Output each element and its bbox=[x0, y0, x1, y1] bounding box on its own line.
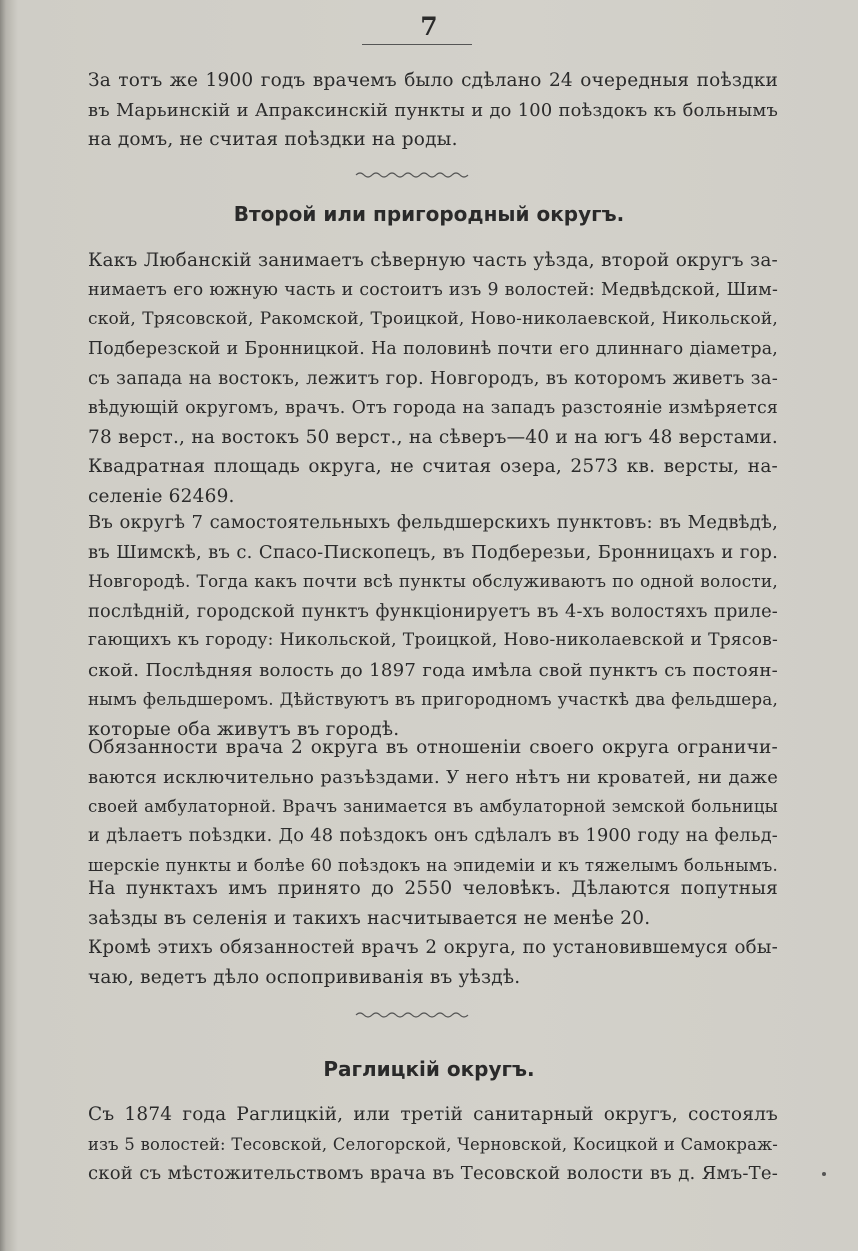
paragraph bbox=[88, 874, 778, 933]
page-number-rule bbox=[362, 44, 472, 45]
page-number: 7 bbox=[420, 12, 438, 41]
text-line: которые оба живутъ въ городѣ. bbox=[88, 718, 400, 740]
text-line: Какъ Любанскій занимаетъ сѣверную часть уѣзда, второй округъ за- bbox=[88, 250, 778, 271]
text-line: Съ 1874 года Раглицкій, или третій санитарный округъ, состоялъ bbox=[88, 1104, 778, 1125]
text-line: своей амбулаторной. Врачъ занимается въ амбулаторной земской больницы bbox=[88, 797, 778, 816]
text-line: и дѣлаетъ поѣздки. До 48 поѣздокъ онъ сдѣлалъ въ 1900 году на фельд- bbox=[88, 825, 778, 846]
text-line: ской, Трясовской, Ракомской, Троицкой, Ново-николаевской, Никольской, bbox=[88, 309, 778, 329]
text-line: Въ округѣ 7 самостоятельныхъ фельдшерскихъ пунктовъ: въ Медвѣдѣ, bbox=[88, 512, 778, 533]
text-line: Обязанности врача 2 округа въ отношеніи своего округа ограничи- bbox=[88, 737, 778, 758]
text-line: послѣдній, городской пунктъ функціонируетъ въ 4-хъ волостяхъ приле- bbox=[88, 600, 778, 622]
text-line: ской съ мѣстожительствомъ врача въ Тесовской волости въ д. Ямъ-Те- bbox=[88, 1163, 778, 1184]
text-line: За тотъ же 1900 годъ врачемъ было сдѣлано 24 очередныя поѣздки bbox=[88, 70, 778, 91]
paragraph bbox=[88, 508, 778, 744]
paragraph bbox=[88, 933, 778, 992]
text-line: нымъ фельдшеромъ. Дѣйствуютъ въ пригородномъ участкѣ два фельдшера, bbox=[88, 689, 778, 709]
text-line: 78 верст., на востокъ 50 верст., на сѣверъ—40 и на югъ 48 верстами. bbox=[88, 427, 778, 448]
paragraph bbox=[88, 246, 778, 453]
text-line: Квадратная площадь округа, не считая озера, 2573 кв. версты, на- bbox=[88, 456, 778, 477]
paragraph bbox=[88, 1100, 778, 1189]
text-line: въ Шимскѣ, въ с. Спасо-Пископецъ, въ Подберезьи, Бронницахъ и гор. bbox=[88, 541, 778, 563]
text-line: гающихъ къ городу: Никольской, Троицкой, Ново-николаевской и Трясов- bbox=[88, 630, 778, 650]
text-line: на домъ, не считая поѣздки на роды. bbox=[88, 129, 458, 150]
text-line: Новгородѣ. Тогда какъ почти всѣ пункты обслуживаютъ по одной волости, bbox=[88, 571, 778, 591]
text-line: Подберезской и Бронницкой. На половинѣ почти его длиннаго діаметра, bbox=[88, 338, 778, 359]
text-line: въ Марьинскій и Апраксинскій пункты и до 100 поѣздокъ къ больнымъ bbox=[88, 99, 778, 121]
text-line: заѣзды въ селенія и такихъ насчитывается не менѣе 20. bbox=[88, 907, 651, 929]
text-line: съ запада на востокъ, лежитъ гор. Новгородъ, въ которомъ живетъ за- bbox=[88, 368, 778, 389]
text-line: ваются исключительно разъѣздами. У него нѣтъ ни кроватей, ни даже bbox=[88, 766, 778, 788]
text-line: ской. Послѣдняя волость до 1897 года имѣла свой пунктъ съ постоян- bbox=[88, 659, 778, 681]
text-line: шерскіе пункты и болѣе 60 поѣздокъ на эпидеміи и къ тяжелымъ больнымъ. bbox=[88, 856, 778, 875]
paragraph bbox=[88, 733, 778, 881]
paragraph bbox=[88, 452, 778, 511]
section-heading: Второй или пригородный округъ. bbox=[233, 202, 625, 226]
intro-paragraph bbox=[88, 66, 778, 155]
text-line: селеніе 62469. bbox=[88, 485, 235, 507]
section-heading: Раглицкій округъ. bbox=[323, 1057, 535, 1081]
text-line: изъ 5 волостей: Тесовской, Селогорской, Черновской, Косицкой и Самокраж- bbox=[88, 1134, 778, 1154]
ink-speck bbox=[822, 1172, 826, 1176]
text-line: Кромѣ этихъ обязанностей врачъ 2 округа, по установившемуся обы- bbox=[88, 937, 778, 958]
text-line: вѣдующій округомъ, врачъ. Отъ города на западъ разстояніе измѣряется bbox=[88, 397, 778, 418]
text-line: чаю, ведетъ дѣло оспопрививанія въ уѣздѣ. bbox=[88, 966, 521, 988]
text-line: На пунктахъ имъ принято до 2550 человѣкъ. Дѣлаются попутныя bbox=[88, 878, 778, 899]
text-line: нимаетъ его южную часть и состоитъ изъ 9 волостей: Медвѣдской, Шим- bbox=[88, 279, 778, 300]
wavy-divider-ornament bbox=[354, 1010, 470, 1020]
wavy-divider-ornament bbox=[354, 170, 470, 180]
